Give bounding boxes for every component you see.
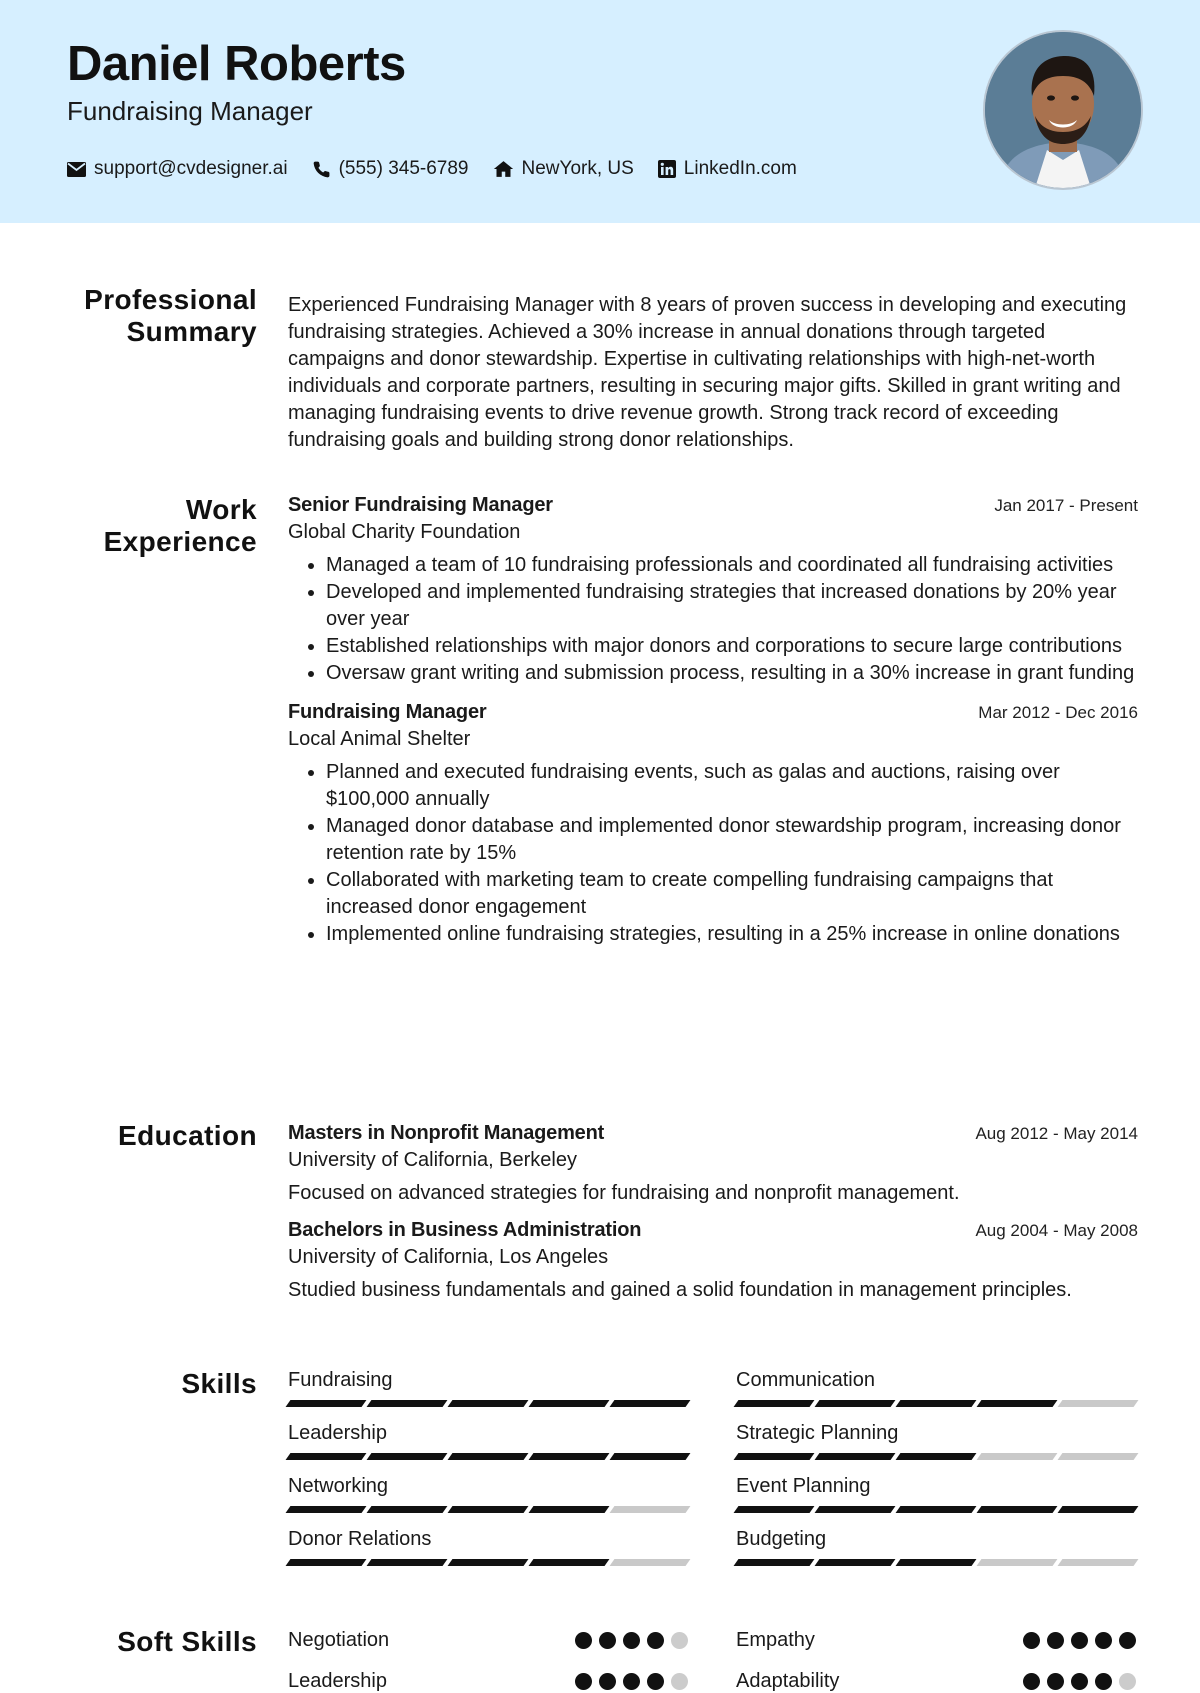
skill-level-segment	[610, 1559, 691, 1566]
school-name: University of California, Berkeley	[288, 1149, 577, 1171]
soft-skills-grid	[288, 1629, 1138, 1693]
skill-level-segment	[1058, 1453, 1139, 1460]
skill-level-segment	[734, 1400, 815, 1407]
skills-grid	[288, 1369, 1138, 1566]
soft-skill-rating	[568, 1632, 688, 1649]
rating-dot	[1023, 1673, 1040, 1690]
summary-heading: Professional Summary	[84, 284, 257, 347]
job-date: Jan 2017 - Present	[994, 496, 1138, 515]
rating-dot	[1071, 1673, 1088, 1690]
candidate-name: Daniel Roberts	[67, 37, 406, 91]
skill-level-segment	[815, 1506, 896, 1513]
rating-dot	[1047, 1632, 1064, 1649]
job-bullet: • Planned and executed fundraising events, such as galas and auctions, raising over $100,000 annually	[326, 759, 1138, 813]
skill-level-segment	[815, 1400, 896, 1407]
skill-level-segment	[1058, 1506, 1139, 1513]
phone-icon	[312, 160, 331, 179]
job-bullet: • Oversaw grant writing and submission process, resulting in a 30% increase in grant funding	[326, 660, 1138, 687]
skill-name: Budgeting	[736, 1528, 827, 1550]
job-bullet: • Managed a team of 10 fundraising professionals and coordinated all fundraising activities	[326, 552, 1138, 579]
education-description: Focused on advanced strategies for fundraising and nonprofit management.	[288, 1182, 960, 1204]
rating-dot	[575, 1632, 592, 1649]
skill-level-segment	[896, 1400, 977, 1407]
soft-skills-heading: Soft Skills	[117, 1626, 257, 1657]
rating-dot	[599, 1632, 616, 1649]
degree-title: Masters in Nonprofit Management	[288, 1122, 605, 1144]
job-bullet: • Managed donor database and implemented donor stewardship program, increasing donor retention rate by 15%	[326, 813, 1138, 867]
job-bullet: • Developed and implemented fundraising strategies that increased donations by 20% year over year	[326, 579, 1138, 633]
skill-level-bar	[736, 1559, 1136, 1566]
rating-dot	[623, 1632, 640, 1649]
candidate-title: Fundraising Manager	[67, 96, 313, 126]
skill-level-segment	[734, 1453, 815, 1460]
skill-level-segment	[896, 1506, 977, 1513]
linkedin-text: LinkedIn.com	[683, 158, 797, 179]
skill-level-segment	[896, 1559, 977, 1566]
soft-skill-rating	[568, 1673, 688, 1690]
profile-photo	[983, 30, 1143, 190]
skill-name: Networking	[288, 1475, 389, 1497]
contact-linkedin[interactable]	[658, 158, 797, 180]
rating-dot	[1095, 1632, 1112, 1649]
skill-level-bar	[736, 1453, 1136, 1460]
skill-name: Leadership	[288, 1422, 387, 1444]
skill-level-segment	[529, 1400, 610, 1407]
skill-level-segment	[977, 1559, 1058, 1566]
experience-section	[288, 494, 1138, 948]
skills-heading: Skills	[181, 1368, 257, 1399]
skill-level-segment	[286, 1453, 367, 1460]
envelope-icon	[67, 162, 86, 177]
soft-skill-name: Leadership	[288, 1670, 387, 1692]
rating-dot	[575, 1673, 592, 1690]
skill-level-segment	[977, 1453, 1058, 1460]
rating-dot	[1119, 1632, 1136, 1649]
soft-skill-item	[736, 1670, 1136, 1693]
skill-item	[288, 1422, 688, 1460]
contact-phone[interactable]	[312, 158, 469, 180]
job-entry	[288, 494, 1138, 687]
skill-level-segment	[977, 1506, 1058, 1513]
skill-level-segment	[367, 1506, 448, 1513]
soft-skill-name: Adaptability	[736, 1670, 840, 1692]
skill-level-segment	[367, 1400, 448, 1407]
skill-level-bar	[288, 1453, 688, 1460]
skill-name: Strategic Planning	[736, 1422, 899, 1444]
avatar	[985, 32, 1141, 188]
job-bullets	[288, 759, 1138, 948]
soft-skills-section	[288, 1629, 1138, 1693]
skill-level-segment	[977, 1400, 1058, 1407]
skill-level-bar	[288, 1506, 688, 1513]
soft-skill-name: Empathy	[736, 1629, 815, 1651]
skill-level-segment	[367, 1559, 448, 1566]
rating-dot	[1023, 1632, 1040, 1649]
email-text: support@cvdesigner.ai	[94, 158, 288, 179]
school-name: University of California, Los Angeles	[288, 1246, 609, 1268]
skill-level-segment	[286, 1559, 367, 1566]
job-bullet: • Implemented online fundraising strategies, resulting in a 25% increase in online donations	[326, 921, 1138, 948]
skill-level-segment	[896, 1453, 977, 1460]
soft-skill-rating	[1016, 1673, 1136, 1690]
contact-email[interactable]	[67, 158, 288, 180]
skill-name: Donor Relations	[288, 1528, 432, 1550]
skill-item	[736, 1369, 1136, 1407]
rating-dot	[1047, 1673, 1064, 1690]
skill-level-segment	[286, 1506, 367, 1513]
education-entry	[288, 1219, 1138, 1302]
soft-skill-item	[288, 1629, 688, 1652]
job-title: Fundraising Manager	[288, 701, 487, 723]
rating-dot	[647, 1632, 664, 1649]
summary-text: Experienced Fundraising Manager with 8 years of proven success in developing and executing fundraising strategies. Achieved a 30% increase in annual donations through targeted campaigns and donor stewardship. Expertise in cultivating relationships with high-net-worth individuals and corporate partners, resulting in securing major gifts. Skilled in grant writing and managing fundraising events to drive revenue growth. Strong track record of exceeding fundraising goals and building strong donor relationships.	[288, 294, 1127, 451]
skill-level-segment	[286, 1400, 367, 1407]
job-org: Global Charity Foundation	[288, 521, 521, 543]
skill-item	[736, 1422, 1136, 1460]
skill-level-segment	[610, 1400, 691, 1407]
rating-dot	[599, 1673, 616, 1690]
linkedin-icon	[658, 160, 676, 178]
skill-level-segment	[610, 1506, 691, 1513]
skill-level-segment	[815, 1453, 896, 1460]
skill-item	[288, 1475, 688, 1513]
job-bullets	[288, 552, 1138, 687]
skill-name: Communication	[736, 1369, 875, 1391]
degree-title: Bachelors in Business Administration	[288, 1219, 642, 1241]
skill-level-segment	[448, 1453, 529, 1460]
education-section	[288, 1122, 1138, 1302]
contact-bar	[67, 158, 821, 180]
job-org: Local Animal Shelter	[288, 728, 471, 750]
skill-item	[288, 1528, 688, 1566]
job-bullet: • Established relationships with major donors and corporations to secure large contributions	[326, 633, 1138, 660]
education-heading: Education	[118, 1120, 257, 1151]
education-date: Aug 2012 - May 2014	[975, 1124, 1138, 1143]
phone-text: (555) 345-6789	[338, 158, 469, 179]
skill-level-segment	[815, 1559, 896, 1566]
skill-item	[736, 1475, 1136, 1513]
skills-section	[288, 1369, 1138, 1566]
resume-header	[0, 0, 1200, 223]
skill-level-bar	[736, 1400, 1136, 1407]
skill-level-bar	[736, 1506, 1136, 1513]
rating-dot	[671, 1632, 688, 1649]
skill-level-segment	[367, 1453, 448, 1460]
soft-skill-item	[736, 1629, 1136, 1652]
skill-level-segment	[529, 1453, 610, 1460]
experience-heading: Work Experience	[103, 494, 257, 557]
rating-dot	[1071, 1632, 1088, 1649]
job-entry	[288, 701, 1138, 948]
skill-level-segment	[1058, 1559, 1139, 1566]
rating-dot	[1095, 1673, 1112, 1690]
skill-level-segment	[734, 1506, 815, 1513]
skill-level-segment	[529, 1559, 610, 1566]
soft-skill-item	[288, 1670, 688, 1693]
rating-dot	[647, 1673, 664, 1690]
contact-location	[493, 158, 634, 180]
skill-item	[736, 1528, 1136, 1566]
job-title: Senior Fundraising Manager	[288, 494, 553, 516]
education-date: Aug 2004 - May 2008	[975, 1221, 1138, 1240]
education-description: Studied business fundamentals and gained a solid foundation in management principles.	[288, 1279, 1072, 1301]
skill-level-segment	[448, 1559, 529, 1566]
rating-dot	[671, 1673, 688, 1690]
skill-level-segment	[1058, 1400, 1139, 1407]
rating-dot	[1119, 1673, 1136, 1690]
soft-skill-rating	[1016, 1632, 1136, 1649]
job-bullet: • Collaborated with marketing team to create compelling fundraising campaigns that increased donor engagement	[326, 867, 1138, 921]
skill-level-segment	[448, 1506, 529, 1513]
skill-name: Event Planning	[736, 1475, 871, 1497]
skill-level-bar	[288, 1400, 688, 1407]
skill-name: Fundraising	[288, 1369, 393, 1391]
rating-dot	[623, 1673, 640, 1690]
skill-level-segment	[448, 1400, 529, 1407]
skill-item	[288, 1369, 688, 1407]
education-entry	[288, 1122, 1138, 1205]
location-text: NewYork, US	[521, 158, 634, 179]
home-icon	[493, 160, 514, 178]
skill-level-segment	[610, 1453, 691, 1460]
soft-skill-name: Negotiation	[288, 1629, 390, 1651]
skill-level-segment	[529, 1506, 610, 1513]
job-date: Mar 2012 - Dec 2016	[978, 703, 1138, 722]
skill-level-segment	[734, 1559, 815, 1566]
skill-level-bar	[288, 1559, 688, 1566]
